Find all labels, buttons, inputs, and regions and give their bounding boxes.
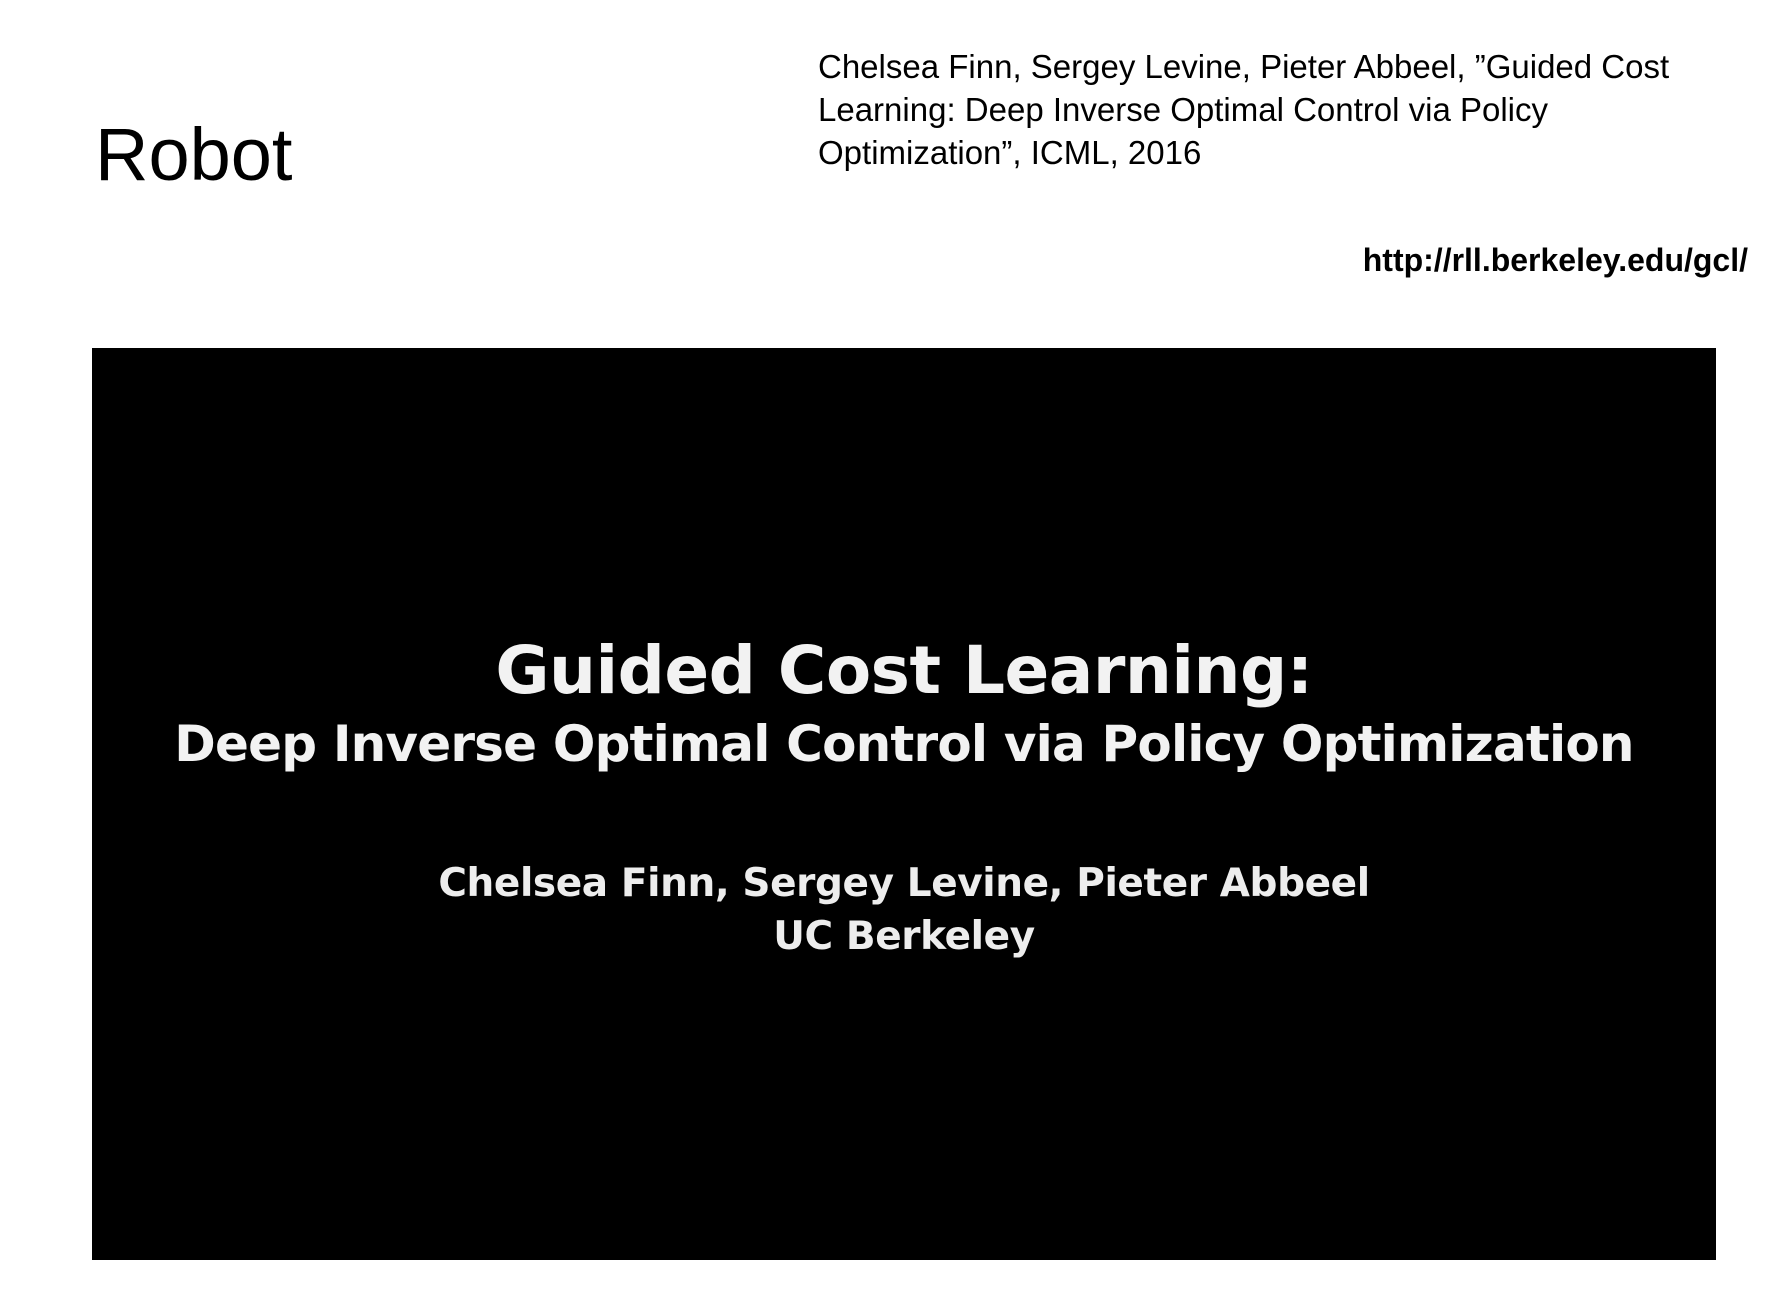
- video-title-main: Guided Cost Learning:: [495, 632, 1313, 709]
- citation-text: Chelsea Finn, Sergey Levine, Pieter Abbeel, ”Guided Cost Learning: Deep Inverse Optimal Control via Policy Optimization”, ICML, 2016: [818, 48, 1670, 171]
- video-affiliation: UC Berkeley: [773, 914, 1035, 960]
- page-title: Robot: [95, 113, 293, 196]
- video-authors: Chelsea Finn, Sergey Levine, Pieter Abbeel: [438, 861, 1370, 907]
- video-title-card: [92, 348, 1716, 1260]
- video-player-panel[interactable]: [92, 348, 1716, 1260]
- video-title-subtitle: Deep Inverse Optimal Control via Policy Optimization: [174, 715, 1634, 774]
- citation-url-link[interactable]: http://rll.berkeley.edu/gcl/: [1362, 242, 1748, 278]
